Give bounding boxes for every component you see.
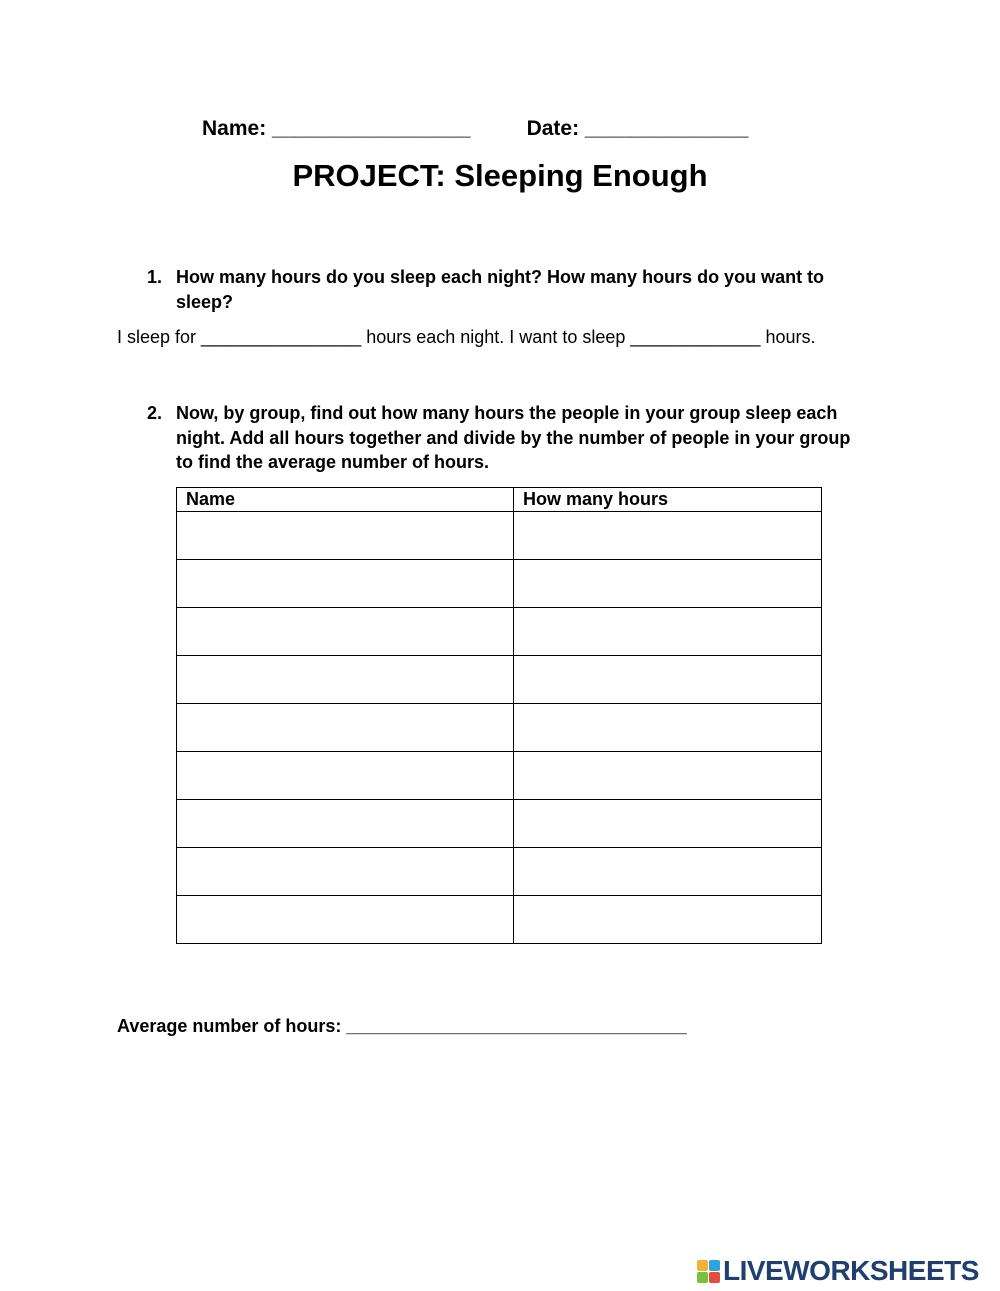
table-row	[177, 608, 822, 656]
hours-cell[interactable]	[514, 608, 822, 656]
hours-cell[interactable]	[514, 704, 822, 752]
name-cell[interactable]	[177, 896, 514, 944]
name-cell[interactable]	[177, 704, 514, 752]
date-field-label: Date: ______________	[526, 117, 749, 140]
question-1-answer-sentence[interactable]: I sleep for ________________ hours each night. I want to sleep _____________ hours.	[117, 327, 816, 347]
table-row	[177, 752, 822, 800]
name-cell[interactable]	[177, 848, 514, 896]
column-header-hours: How many hours	[514, 488, 822, 512]
table-header-row	[177, 488, 822, 512]
name-cell[interactable]	[177, 560, 514, 608]
table-row	[177, 848, 822, 896]
question-1-number: 1.	[147, 267, 163, 287]
hours-cell[interactable]	[514, 896, 822, 944]
hours-cell[interactable]	[514, 800, 822, 848]
question-2-text: Now, by group, find out how many hours the people in your group sleep each night. Add all hours together and divide by the number of people in your group to find the average number of hours.	[176, 403, 851, 472]
name-cell[interactable]	[177, 512, 514, 560]
name-cell[interactable]	[177, 752, 514, 800]
question-1-text: How many hours do you sleep each night? How many hours do you want to sleep?	[176, 267, 825, 312]
name-cell[interactable]	[177, 800, 514, 848]
hours-cell[interactable]	[514, 512, 822, 560]
table-row	[177, 560, 822, 608]
table-row	[177, 704, 822, 752]
name-field-label: Name: _________________	[202, 117, 471, 140]
name-cell[interactable]	[177, 656, 514, 704]
average-hours-label[interactable]: Average number of hours: __________________________________	[117, 1016, 687, 1036]
logo-blocks-icon	[697, 1260, 720, 1283]
hours-cell[interactable]	[514, 656, 822, 704]
liveworksheets-logo	[697, 1255, 979, 1287]
logo-text: LIVEWORKSHEETS	[723, 1255, 979, 1286]
page-title: PROJECT: Sleeping Enough	[292, 158, 708, 193]
hours-cell[interactable]	[514, 752, 822, 800]
hours-cell[interactable]	[514, 560, 822, 608]
hours-cell[interactable]	[514, 848, 822, 896]
group-sleep-table	[176, 487, 822, 944]
header-line	[202, 117, 748, 141]
column-header-name: Name	[177, 488, 514, 512]
table-row	[177, 896, 822, 944]
question-2-number: 2.	[147, 403, 163, 423]
table-row	[177, 512, 822, 560]
table-row	[177, 800, 822, 848]
name-cell[interactable]	[177, 608, 514, 656]
table-row	[177, 656, 822, 704]
